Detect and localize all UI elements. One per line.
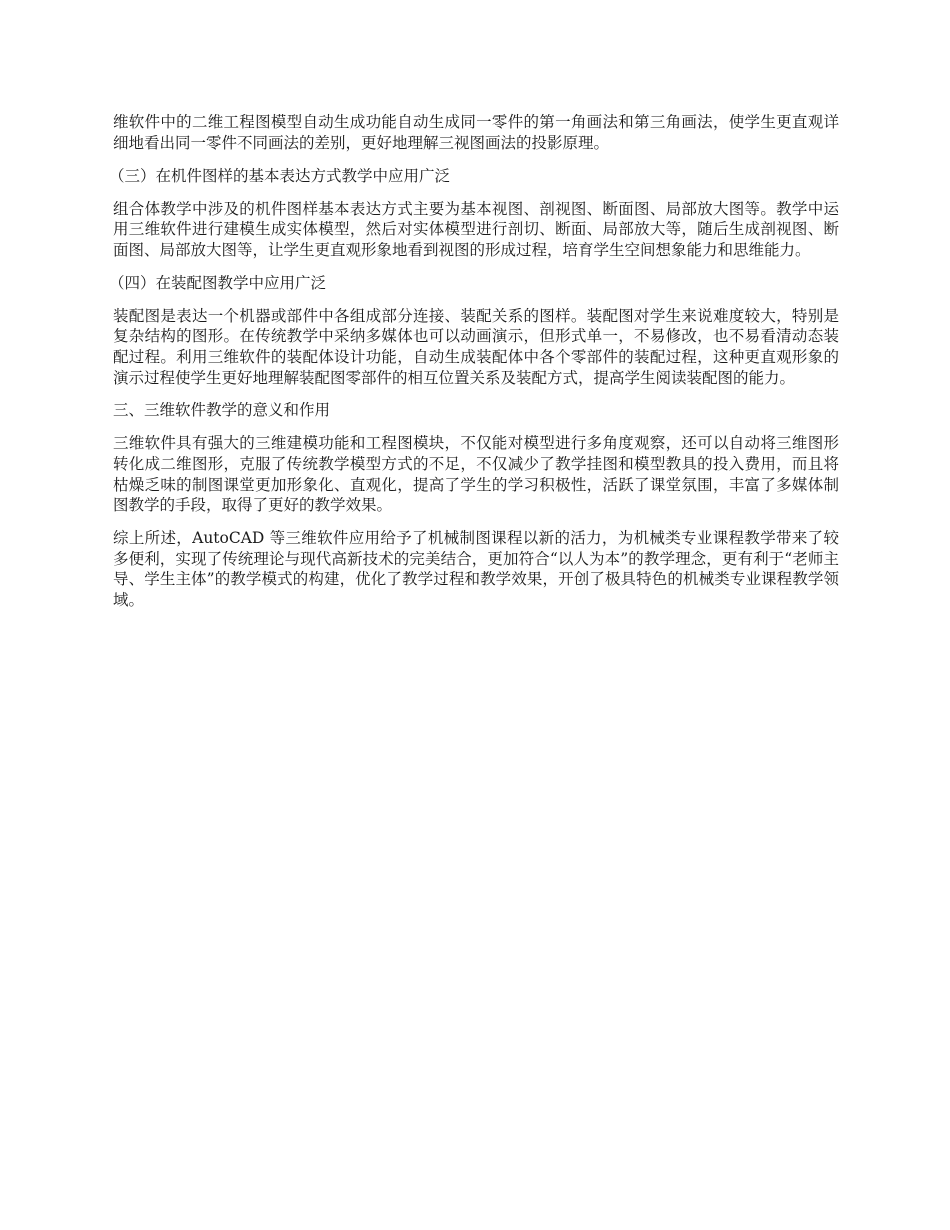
paragraph-significance: 三维软件具有强大的三维建模功能和工程图模块，不仅能对模型进行多角度观察，还可以自动将三维图形转化成二维图形，克服了传统教学模型方式的不足，不仅减少了教学挂图和模型教具的投入费用，而且将枯燥乏味的制图课堂更加形象化、直观化，提高了学生的学习积极性，活跃了课堂氛围，丰富了多媒体制图教学的手段，取得了更好的教学效果。 [113,434,839,515]
section-heading-significance: 三、三维软件教学的意义和作用 [113,401,331,420]
paragraph-assembly-drawing: 装配图是表达一个机器或部件中各组成部分连接、装配关系的图样。装配图对学生来说难度较大，特别是复杂结构的图形。在传统教学中采纳多媒体也可以动画演示，但形式单一，不易修改，也不易看清动态装配过程。利用三维软件的装配体设计功能，自动生成装配体中各个零部件的装配过程，这种更直观形象的演示过程使学生更好地理解装配图零部件的相互位置关系及装配方式，提高学生阅读装配图的能力。 [113,306,839,387]
subheading-assembly-drawing: （四）在装配图教学中应用广泛 [109,273,327,292]
document-page [109,112,839,623]
paragraph-conclusion: 综上所述，AutoCAD 等三维软件应用给予了机械制图课程以新的活力，为机械类专业课程教学带来了较多便利，实现了传统理论与现代高新技术的完美结合，更加符合“以人为本”的教学理念，更有利于“老师主导、学生主体”的教学模式的构建，优化了教学过程和教学效果，开创了极具特色的机械类专业课程教学领域。 [113,529,839,610]
subheading-basic-expression: （三）在机件图样的基本表达方式教学中应用广泛 [109,166,451,185]
paragraph-basic-expression: 组合体教学中涉及的机件图样基本表达方式主要为基本视图、剖视图、断面图、局部放大图等。教学中运用三维软件进行建模生成实体模型，然后对实体模型进行剖切、断面、局部放大等，随后生成剖视图、断面图、局部放大图等，让学生更直观形象地看到视图的形成过程，培育学生空间想象能力和思维能力。 [113,199,839,259]
paragraph-drawing-methods: 维软件中的二维工程图模型自动生成功能自动生成同一零件的第一角画法和第三角画法，使学生更直观详细地看出同一零件不同画法的差别，更好地理解三视图画法的投影原理。 [113,113,839,152]
